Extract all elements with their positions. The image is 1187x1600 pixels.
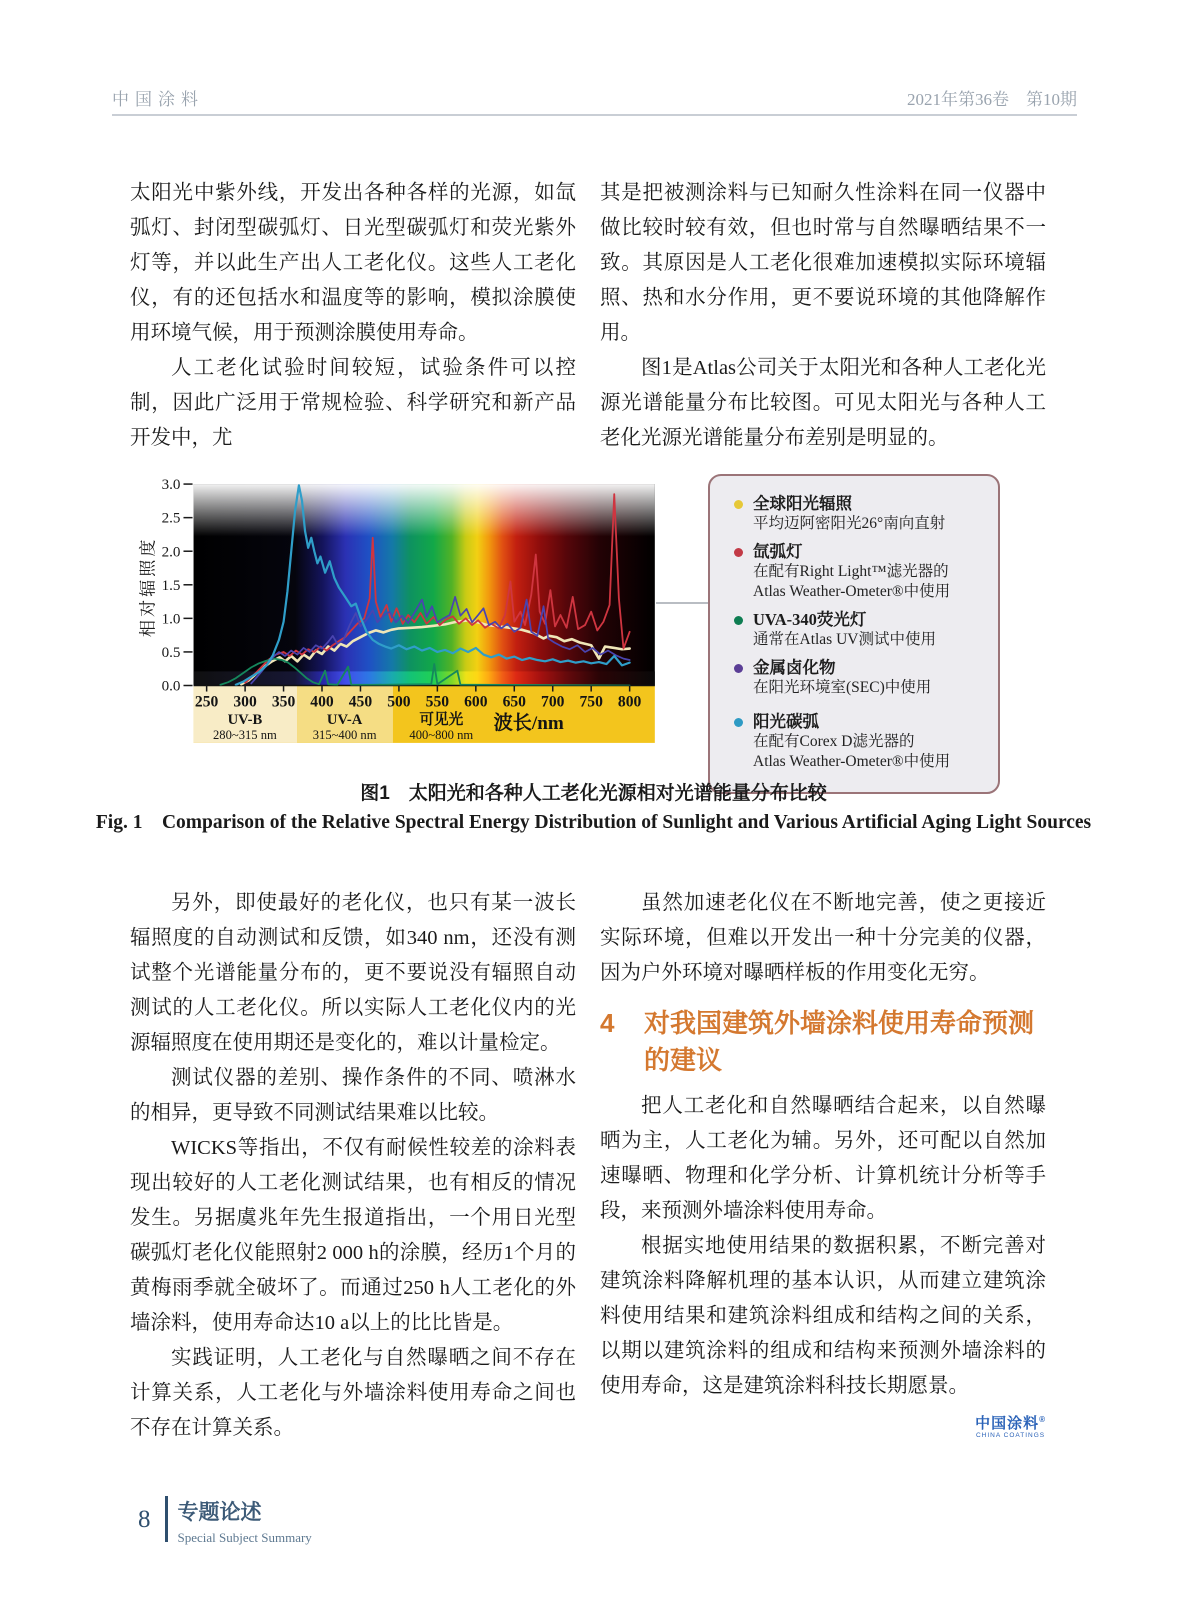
- spectral-energy-chart: [136, 474, 660, 756]
- issue-info: 2021年第36卷 第10期: [907, 90, 1077, 109]
- legend-desc: 在配有Corex D滤光器的: [753, 733, 915, 750]
- page-number: 8: [138, 1506, 151, 1533]
- svg-text:相对辐照度: 相对辐照度: [138, 536, 158, 638]
- legend-desc: 在配有Right Light™滤光器的: [753, 563, 949, 580]
- legend-text: [753, 494, 945, 534]
- section-number: 4: [600, 1008, 615, 1038]
- svg-text:800: 800: [617, 693, 642, 711]
- bottom-text-columns: [130, 886, 1046, 1446]
- svg-text:3.0: 3.0: [161, 477, 181, 494]
- svg-text:波长/nm: 波长/nm: [493, 712, 564, 734]
- svg-text:0.5: 0.5: [161, 644, 181, 661]
- paragraph: 太阳光中紫外线，开发出各种各样的光源，如氙弧灯、封闭型碳弧灯、日光型碳弧灯和荧光紫外灯等，并以此生产出人工老化仪。这些人工老化仪，有的还包括水和温度等的影响，模拟涂膜使用环境气候，用于预测涂膜使用寿命。: [130, 182, 576, 344]
- paragraph: 测试仪器的差别、操作条件的不同、喷淋水的相异，更导致不同测试结果难以比较。: [130, 1067, 576, 1124]
- legend-desc: Atlas Weather-Ometer®中使用: [753, 583, 951, 600]
- china-coatings-logo: [975, 1416, 1046, 1440]
- section-title-line1: 对我国建筑外墙涂料使用寿命预测: [644, 1008, 1035, 1038]
- top-white-fade: [194, 484, 655, 536]
- paragraph: 另外，即使最好的老化仪，也只有某一波长辐照度的自动测试和反馈，如340 nm，还没有测试整个光谱能量分布的，更不要说没有辐照自动测试的人工老化仪。所以实际人工老化仪内的光源辐照度在使用期还是变化的，难以计量检定。: [130, 892, 576, 1054]
- footer-column-en: Special Subject Summary: [177, 1530, 312, 1545]
- svg-text:400~800 nm: 400~800 nm: [409, 727, 474, 742]
- figure-caption-cn: 图1 太阳光和各种人工老化光源相对光谱能量分布比较: [360, 783, 827, 804]
- svg-text:315~400 nm: 315~400 nm: [312, 727, 377, 742]
- legend-item: [734, 712, 982, 772]
- legend-item: [734, 494, 982, 534]
- bottom-right-column: [600, 886, 1046, 1446]
- legend-title: 全球阳光辐照: [753, 494, 852, 513]
- paragraph: 实践证明，人工老化与自然曝晒之间不存在计算关系，人工老化与外墙涂料使用寿命之间也不存在计算关系。: [130, 1347, 576, 1439]
- legend-item: [734, 658, 982, 698]
- svg-text:350: 350: [271, 693, 296, 711]
- footer-column-cn: 专题论述: [177, 1501, 262, 1524]
- legend-title: UVA-340荧光灯: [753, 610, 867, 629]
- legend-title: 阳光碳弧: [753, 712, 819, 731]
- svg-text:0.0: 0.0: [161, 678, 181, 695]
- legend-text: [753, 712, 950, 772]
- legend-desc: 平均迈阿密阳光26°南向直射: [753, 515, 946, 532]
- top-right-column: [600, 176, 1046, 456]
- svg-text:250: 250: [194, 693, 219, 711]
- svg-text:可见光: 可见光: [419, 711, 464, 728]
- footer-column-name: [178, 1496, 312, 1546]
- legend-text: [753, 658, 931, 698]
- legend-title: 氙弧灯: [753, 542, 803, 561]
- footer-divider-bar: [165, 1496, 168, 1542]
- legend-dot-carbon-arc: [734, 718, 743, 727]
- legend-connector-line: [656, 602, 712, 604]
- legend-dot-xenon: [734, 548, 743, 557]
- legend-text: [753, 610, 936, 650]
- legend-item: [734, 542, 982, 602]
- legend-dot-sunlight: [734, 500, 743, 509]
- figure-1-chart: [136, 474, 660, 756]
- svg-text:450: 450: [348, 693, 373, 711]
- svg-text:700: 700: [541, 693, 565, 711]
- svg-text:600: 600: [464, 693, 488, 711]
- page-header: [112, 78, 1077, 116]
- section-title-line2: 的建议: [644, 1045, 723, 1075]
- svg-text:300: 300: [233, 693, 257, 711]
- logo-cn: 中国涂料®: [975, 1415, 1046, 1432]
- svg-text:500: 500: [387, 693, 411, 711]
- svg-text:UV-A: UV-A: [326, 711, 363, 728]
- svg-text:750: 750: [579, 693, 603, 711]
- legend-desc: 在阳光环境室(SEC)中使用: [753, 679, 932, 696]
- svg-text:280~315 nm: 280~315 nm: [213, 727, 277, 742]
- logo-en: CHINA COATINGS: [975, 1432, 1046, 1439]
- paragraph: 人工老化试验时间较短，试验条件可以控制，因此广泛用于常规检验、科学研究和新产品开发中，尤: [130, 357, 576, 449]
- top-text-columns: [130, 176, 1046, 456]
- svg-text:550: 550: [425, 693, 450, 711]
- journal-title: 中国涂料: [112, 90, 204, 109]
- paragraph: 其是把被测涂料与已知耐久性涂料在同一仪器中做比较时较有效，但也时常与自然曝晒结果不一致。其原因是人工老化很难加速模拟实际环境辐照、热和水分作用，更不要说环境的其他降解作用。: [600, 182, 1046, 344]
- svg-text:1.0: 1.0: [161, 611, 181, 628]
- paragraph: 图1是Atlas公司关于太阳光和各种人工老化光源光谱能量分布比较图。可见太阳光与各种人工老化光源光谱能量分布差别是明显的。: [600, 357, 1046, 449]
- legend-desc: 通常在Atlas UV测试中使用: [753, 631, 936, 648]
- svg-text:UV-B: UV-B: [227, 711, 263, 728]
- paragraph: 把人工老化和自然曝晒结合起来，以自然曝晒为主，人工老化为辅。另外，还可配以自然加速曝晒、物理和化学分析、计算机统计分析等手段，来预测外墙涂料使用寿命。: [600, 1095, 1046, 1222]
- legend-dot-uva340: [734, 616, 743, 625]
- svg-text:400: 400: [310, 693, 334, 711]
- page-footer: [138, 1496, 312, 1546]
- legend-item: [734, 610, 982, 650]
- svg-text:1.5: 1.5: [161, 577, 181, 594]
- legend-title: 金属卤化物: [753, 658, 836, 677]
- paragraph: 虽然加速老化仪在不断地完善，使之更接近实际环境，但难以开发出一种十分完美的仪器，因为户外环境对曝晒样板的作用变化无穷。: [600, 892, 1046, 984]
- chart-legend: [708, 474, 1000, 794]
- bottom-left-column: [130, 886, 576, 1446]
- section-title: [644, 1005, 1034, 1079]
- paragraph: WICKS等指出，不仅有耐候性较差的涂料表现出较好的人工老化测试结果，也有相反的情况发生。另据虞兆年先生报道指出，一个用日光型碳弧灯老化仪能照射2 000 h的涂膜，经历1个月的黄梅雨季就全破坏了。而通过250 h人工老化的外墙涂料，使用寿命达10 a以上的比比皆是。: [130, 1137, 576, 1334]
- legend-text: [753, 542, 950, 602]
- section-heading-4: [600, 1005, 1046, 1079]
- svg-text:2.0: 2.0: [161, 544, 181, 561]
- figure-caption-en: Fig. 1 Comparison of the Relative Spectral Energy Distribution of Sunlight and Various Artificial Aging Light Sources: [95, 812, 1092, 833]
- top-left-column: [130, 176, 576, 456]
- legend-desc: Atlas Weather-Ometer®中使用: [753, 753, 951, 770]
- paragraph: 根据实地使用结果的数据积累，不断完善对建筑涂料降解机理的基本认识，从而建立建筑涂料使用结果和建筑涂料组成和结构之间的关系，以期以建筑涂料的组成和结构来预测外墙涂料的使用寿命，这是建筑涂料科技长期愿景。: [600, 1235, 1046, 1397]
- legend-dot-metal-halide: [734, 664, 743, 673]
- svg-text:650: 650: [502, 693, 526, 711]
- svg-text:2.5: 2.5: [161, 510, 181, 527]
